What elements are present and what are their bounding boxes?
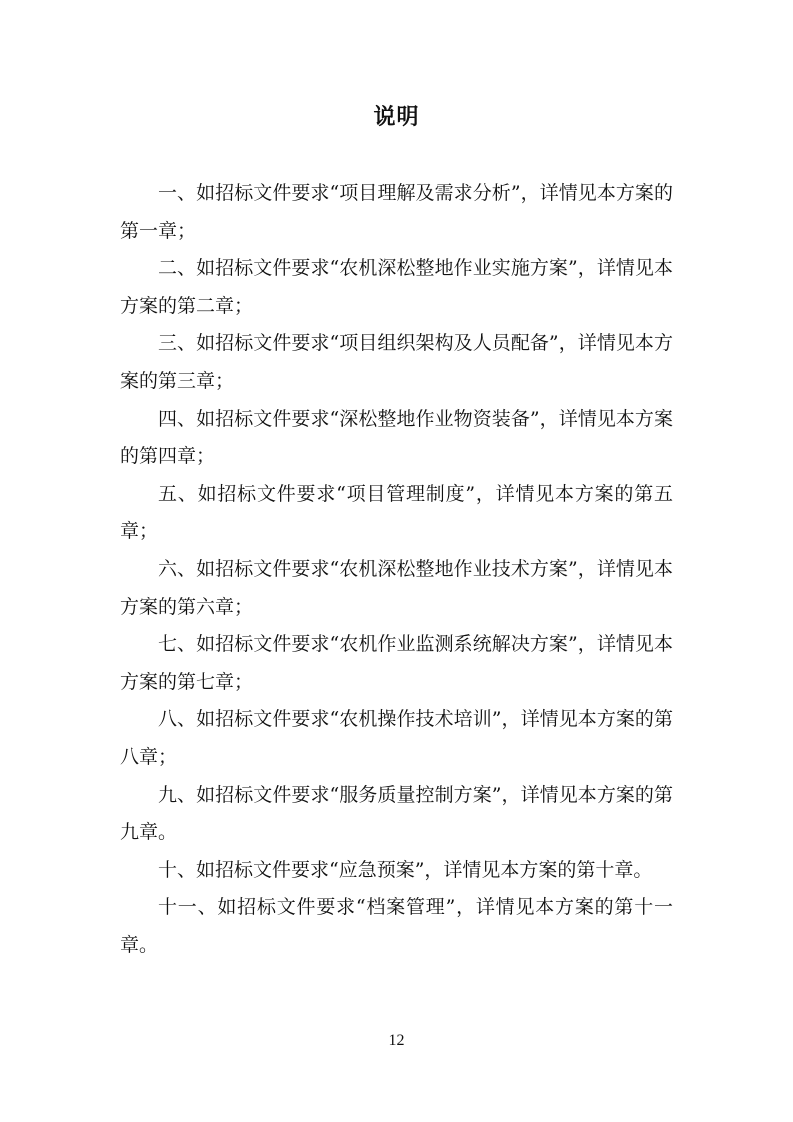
paragraph-8: 八、如招标文件要求“农机操作技术培训”，详情见本方案的第八章；	[120, 708, 673, 768]
paragraph-1: 一、如招标文件要求“项目理解及需求分析”，详情见本方案的第一章；	[120, 182, 673, 242]
paragraph-4: 四、如招标文件要求“深松整地作业物资装备”，详情见本方案的第四章；	[120, 407, 673, 468]
document-body	[120, 175, 673, 964]
page-number: 12	[388, 1032, 405, 1049]
paragraph-3: 三、如招标文件要求“项目组织架构及人员配备”，详情见本方案的第三章；	[120, 332, 673, 392]
paragraph-7: 七、如招标文件要求“农机作业监测系统解决方案”，详情见本方案的第七章；	[120, 633, 673, 693]
page-title: 说明	[373, 105, 420, 130]
paragraph-6: 六、如招标文件要求“农机深松整地作业技术方案”，详情见本方案的第六章；	[120, 557, 673, 618]
paragraph-5: 五、如招标文件要求“项目管理制度”，详情见本方案的第五章；	[120, 482, 673, 543]
paragraph-11: 十一、如招标文件要求“档案管理”，详情见本方案的第十一章。	[120, 896, 673, 956]
paragraph-2: 二、如招标文件要求“农机深松整地作业实施方案”，详情见本方案的第二章；	[120, 257, 673, 317]
paragraph-10: 十、如招标文件要求“应急预案”，详情见本方案的第十章。	[158, 858, 653, 881]
paragraph-9: 九、如招标文件要求“服务质量控制方案”，详情见本方案的第九章。	[120, 783, 673, 844]
